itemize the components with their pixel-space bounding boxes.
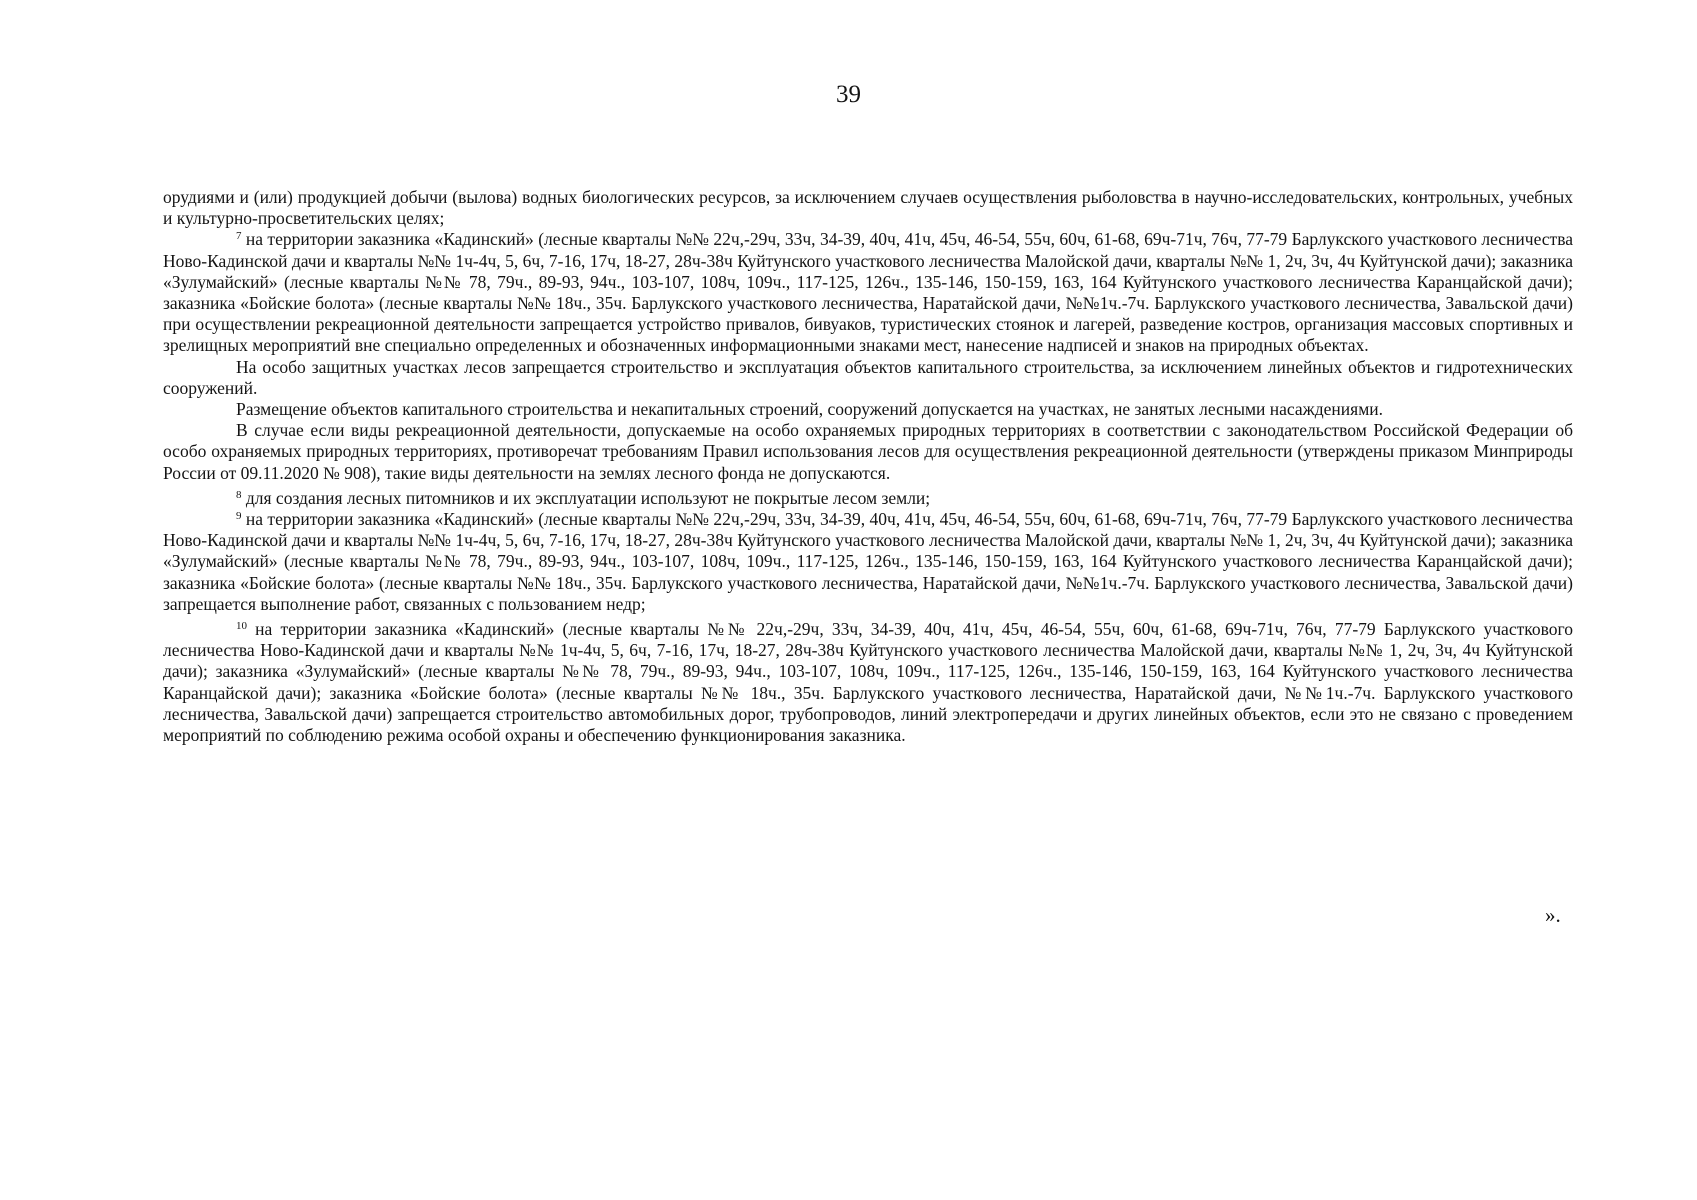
- paragraph-footnote-9: [163, 509, 1573, 615]
- paragraph-text: В случае если виды рекреационной деятельности, допускаемые на особо охраняемых природных территориях в соответствии с законодательством Российской Федерации об особо охраняемых природных территориях, противоречат требованиям Правил использования лесов для осуществления рекреационной деятельности (утверждены приказом Минприроды России от 09.11.2020 № 908), такие виды деятельности на землях лесного фонда не допускаются.: [163, 420, 1573, 483]
- paragraph-text: на территории заказника «Кадинский» (лесные кварталы №№ 22ч,-29ч, 33ч, 34-39, 40ч, 41ч, 45ч, 46-54, 55ч, 60ч, 61-68, 69ч-71ч, 76ч, 77-79 Барлукского участкового лесничества Ново-Кадинской дачи и кварталы №№ 1ч-4ч, 5, 6ч, 7-16, 17ч, 18-27, 28ч-38ч Куйтунского участкового лесничества Малойской дачи, кварталы №№ 1, 2ч, 3ч, 4ч Куйтунской дачи); заказника «Зулумайский» (лесные кварталы №№ 78, 79ч., 89-93, 94ч., 103-107, 108ч, 109ч., 117-125, 126ч., 135-146, 150-159, 163, 164 Куйтунского участкового лесничества Каранцайской дачи); заказника «Бойские болота» (лесные кварталы №№ 18ч., 35ч. Барлукского участкового лесничества, Наратайской дачи, №№1ч.-7ч. Барлукского участкового лесничества, Завальской дачи) при осуществлении рекреационной деятельности запрещается устройство привалов, бивуаков, туристических стоянок и лагерей, разведение костров, организация массовых спортивных и зрелищных мероприятий вне специально определенных и обозначенных информационными знаками мест, нанесение надписей и знаков на природных объектах.: [163, 229, 1573, 356]
- paragraph-text: для создания лесных питомников и их эксплуатации используют не покрытые лесом земли;: [241, 487, 931, 508]
- paragraph-construction-placement: [163, 399, 1573, 420]
- paragraph-text: на территории заказника «Кадинский» (лесные кварталы №№ 22ч,-29ч, 33ч, 34-39, 40ч, 41ч, 45ч, 46-54, 55ч, 60ч, 61-68, 69ч-71ч, 76ч, 77-79 Барлукского участкового лесничества Ново-Кадинской дачи и кварталы №№ 1ч-4ч, 5, 6ч, 7-16, 17ч, 18-27, 28ч-38ч Куйтунского участкового лесничества Малойской дачи, кварталы №№ 1, 2ч, 3ч, 4ч Куйтунской дачи); заказника «Зулумайский» (лесные кварталы №№ 78, 79ч., 89-93, 94ч., 103-107, 108ч, 109ч., 117-125, 126ч., 135-146, 150-159, 163, 164 Куйтунского участкового лесничества Каранцайской дачи); заказника «Бойские болота» (лесные кварталы №№ 18ч., 35ч. Барлукского участкового лесничества, Наратайской дачи, №№1ч.-7ч. Барлукского участкового лесничества, Завальской дачи) запрещается выполнение работ, связанных с пользованием недр;: [163, 509, 1573, 614]
- footnote-marker: 9: [236, 510, 242, 523]
- paragraph-text: орудиями и (или) продукцией добычи (вылова) водных биологических ресурсов, за исключением случаев осуществления рыболовства в научно-исследовательских, контрольных, учебных и культурно-просветительских целях;: [163, 187, 1573, 229]
- footnote-marker: 8: [236, 488, 242, 501]
- page-number: 39: [836, 81, 861, 108]
- paragraph-footnote-7: [163, 229, 1573, 356]
- closing-quote-mark: ».: [1545, 903, 1561, 927]
- document-body: [163, 187, 1573, 746]
- footnote-marker: 7: [236, 230, 242, 243]
- paragraph-continuation: [163, 187, 1573, 229]
- paragraph-recreational-activity: [163, 420, 1573, 484]
- footnote-marker: 10: [236, 620, 247, 633]
- paragraph-footnote-10: [163, 619, 1573, 746]
- paragraph-protective-areas: [163, 357, 1573, 399]
- paragraph-footnote-8: [163, 488, 1573, 509]
- paragraph-text: на территории заказника «Кадинский» (лесные кварталы №№ 22ч,-29ч, 33ч, 34-39, 40ч, 41ч, 45ч, 46-54, 55ч, 60ч, 61-68, 69ч-71ч, 76ч, 77-79 Барлукского участкового лесничества Ново-Кадинской дачи и кварталы №№ 1ч-4ч, 5, 6ч, 7-16, 17ч, 18-27, 28ч-38ч Куйтунского участкового лесничества Малойской дачи, кварталы №№ 1, 2ч, 3ч, 4ч Куйтунской дачи); заказника «Зулумайский» (лесные кварталы №№ 78, 79ч., 89-93, 94ч., 103-107, 108ч, 109ч., 117-125, 126ч., 135-146, 150-159, 163, 164 Куйтунского участкового лесничества Каранцайской дачи); заказника «Бойские болота» (лесные кварталы №№ 18ч., 35ч. Барлукского участкового лесничества, Наратайской дачи, №№1ч.-7ч. Барлукского участкового лесничества, Завальской дачи) запрещается строительство автомобильных дорог, трубопроводов, линий электропередачи и других линейных объектов, если это не связано с проведением мероприятий по соблюдению режима особой охраны и обеспечению функционирования заказника.: [163, 619, 1573, 746]
- paragraph-text: На особо защитных участках лесов запрещается строительство и эксплуатация объектов капитального строительства, за исключением линейных объектов и гидротехнических сооружений.: [163, 356, 1573, 398]
- paragraph-text: Размещение объектов капитального строительства и некапитальных строений, сооружений допускается на участках, не занятых лесными насаждениями.: [236, 399, 1384, 420]
